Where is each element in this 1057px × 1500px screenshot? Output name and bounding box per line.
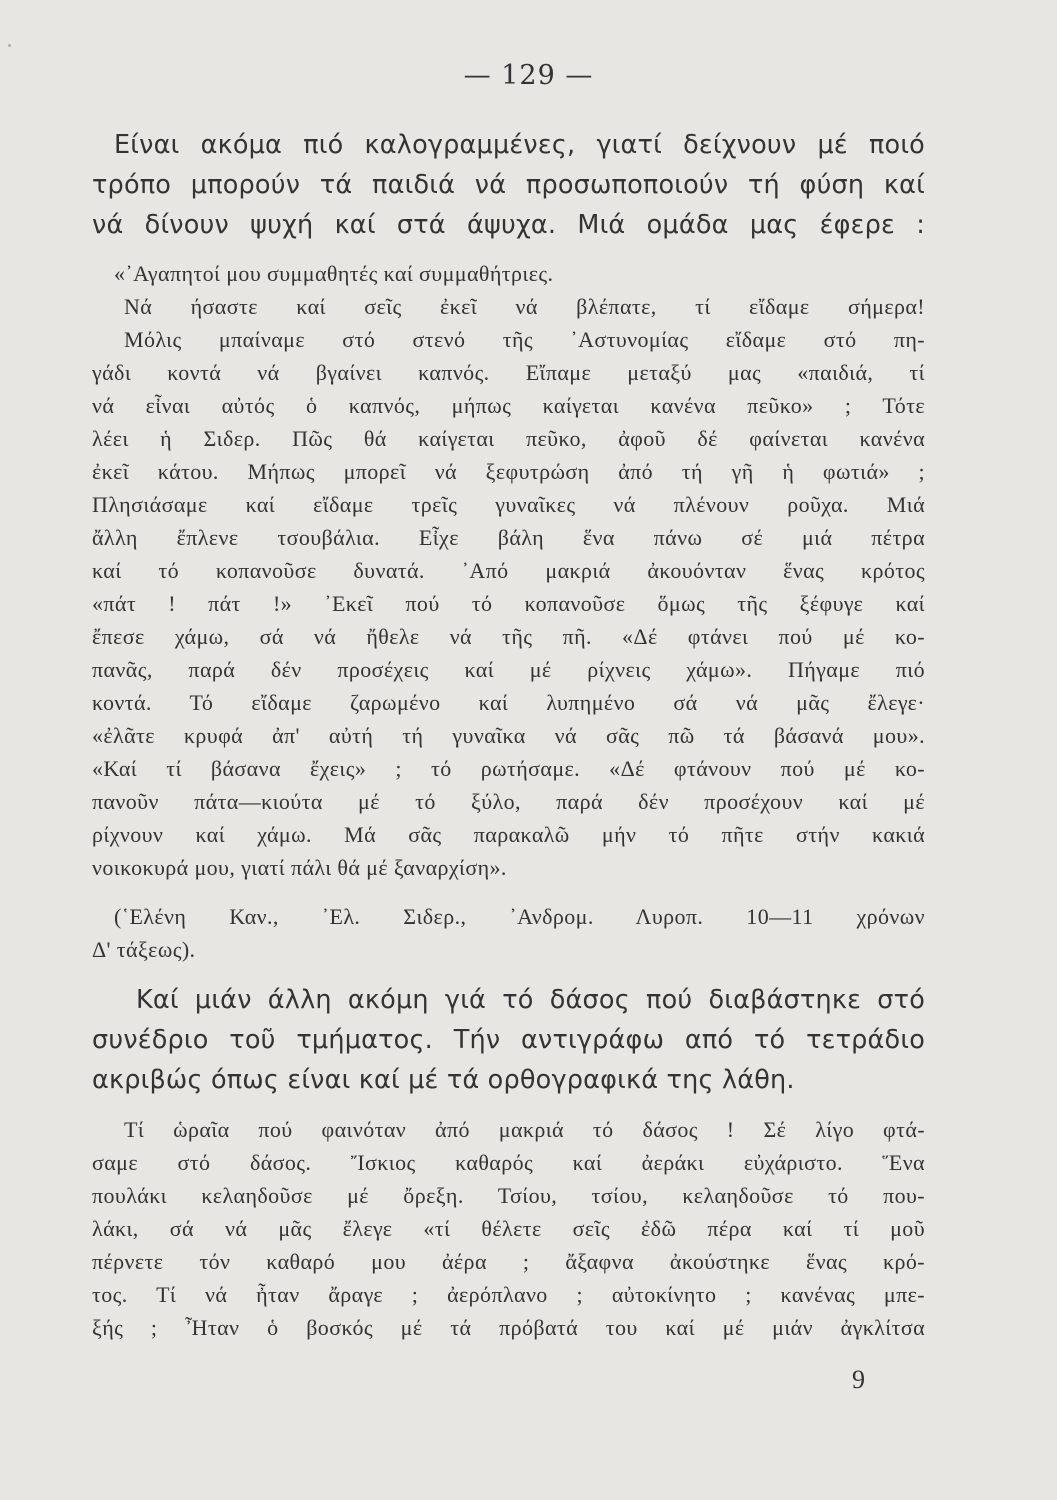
text-line: ἄλλη ἔπλενε τσουβάλια. Εἶχε βάλη ἕνα πάνω σέ μιά πέτρα [92, 525, 925, 550]
text-line: «᾿Αγαπητοί μου συμμαθητές καί συμμαθήτριες. [114, 261, 554, 286]
text-line: ακριβώς όπως είναι καί μέ τά ορθογραφικά της λάθη. [92, 1065, 795, 1095]
printed-forest-essay [92, 1113, 925, 1344]
text-line: λέει ἡ Σιδερ. Πῶς θά καίγεται πεῦκο, ἀφοῦ δέ φαίνεται κανένα [92, 426, 925, 451]
signature-mark: 9 [852, 1365, 865, 1394]
text-line: πέρνετε τόν καθαρό μου ἀέρα ; ἄξαφνα ἀκούστηκε ἕνας κρό- [92, 1249, 925, 1274]
text-line: νοικοκυρά μου, γιατί πάλι θά μέ ξαναρχίση». [92, 855, 507, 880]
text-line: Μόλις μπαίναμε στό στενό τῆς ᾿Αστυνομίας εἴδαμε στό πη- [124, 327, 925, 352]
text-line: τρόπο μπορούν τά παιδιά νά προσωποποιούν τή φύση καί [92, 170, 925, 200]
handwritten-intro-paragraph [92, 125, 925, 245]
page-number: — 129 — [463, 60, 594, 91]
text-line: ξής ; Ἦταν ὁ βοσκός μέ τά πρόβατά του καί μέ μιάν ἀγκλίτσα [92, 1315, 925, 1340]
attribution [92, 900, 925, 966]
text-line: ἐκεῖ κάτου. Μήπως μπορεῖ νά ξεφυτρώση ἀπό τή γῆ ἡ φωτιά» ; [92, 459, 925, 484]
handwritten-second-paragraph [92, 980, 925, 1100]
text-line: Πλησιάσαμε καί εἴδαμε τρεῖς γυναῖκες νά πλένουν ροῦχα. Μιά [92, 492, 925, 517]
text-line: νά δίνουν ψυχή καί στά άψυχα. Μιά ομάδα μας έφερε : [92, 210, 925, 240]
text-line: Νά ήσαστε καί σεῖς ἐκεῖ νά βλέπατε, τί εἴδαμε σήμερα! [124, 294, 925, 319]
text-line: Δ' τάξεως). [92, 937, 196, 962]
text-line: (῾Ελένη Καν., ᾿Ελ. Σιδερ., ᾿Ανδρομ. Λυροπ. 10—11 χρόνων [114, 904, 925, 929]
text-line: λάκι, σά νά μᾶς ἔλεγε «τί θέλετε σεῖς ἐδῶ πέρα καί τί μοῦ [92, 1216, 925, 1241]
text-line: νά εἶναι αὐτός ὁ καπνός, μήπως καίγεται κανένα πεῦκο» ; Τότε [92, 393, 925, 418]
text-line: συνέδριο τοῦ τμήματος. Τήν αντιγράφω από τό τετράδιο [92, 1025, 925, 1055]
text-line: «πάτ ! πάτ !» ᾿Εκεῖ πού τό κοπανοῦσε ὅμως τῆς ξέφυγε καί [92, 591, 925, 616]
text-line: «ἐλᾶτε κρυφά ἀπ' αὐτή τή γυναῖκα νά σᾶς πῶ τά βάσανά μου». [92, 723, 925, 748]
text-line: Τί ὡραῖα πού φαινόταν ἀπό μακριά τό δάσος ! Σέ λίγο φτά- [124, 1117, 925, 1142]
text-line: Καί μιάν άλλη ακόμη γιά τό δάσος πού διαβάστηκε στό [136, 985, 925, 1015]
text-line: πανᾶς, παρά δέν προσέχεις καί μέ ρίχνεις χάμω». Πήγαμε πιό [92, 657, 925, 682]
text-line: «Καί τί βάσανα ἔχεις» ; τό ρωτήσαμε. «Δέ φτάνουν πού μέ κο- [92, 756, 925, 781]
text-line: καί τό κοπανοῦσε δυνατά. ᾿Από μακριά ἀκουόνταν ἕνας κρότος [92, 558, 925, 583]
text-line: γάδι κοντά νά βγαίνει καπνός. Εἴπαμε μεταξύ μας «παιδιά, τί [92, 360, 925, 385]
text-line: σαμε στό δάσος. Ἴσκιος καθαρός καί ἀεράκι εὐχάριστο. Ἕνα [92, 1150, 925, 1175]
text-line: Είναι ακόμα πιό καλογραμμένες, γιατί δείχνουν μέ ποιό [114, 130, 925, 160]
text-line: ρίχνουν καί χάμω. Μά σᾶς παρακαλῶ μήν τό πῆτε στήν κακιά [92, 822, 925, 847]
text-line: τος. Τί νά ἦταν ἄραγε ; ἀερόπλανο ; αὐτοκίνητο ; κανένας μπε- [92, 1282, 925, 1307]
text-line: πουλάκι κελαηδοῦσε μέ ὄρεξη. Τσίου, τσίου, κελαηδοῦσε τό που- [92, 1183, 925, 1208]
text-line: κοντά. Τό εἴδαμε ζαρωμένο καί λυπημένο σά νά μᾶς ἔλεγε· [92, 690, 925, 715]
paper-speck [8, 44, 11, 47]
text-line: πανοῦν πάτα—κιούτα μέ τό ξύλο, παρά δέν προσέχουν καί μέ [92, 789, 925, 814]
text-line: ἔπεσε χάμω, σά νά ἤθελε νά τῆς πῆ. «Δέ φτάνει πού μέ κο- [92, 624, 925, 649]
printed-letter [92, 257, 925, 884]
